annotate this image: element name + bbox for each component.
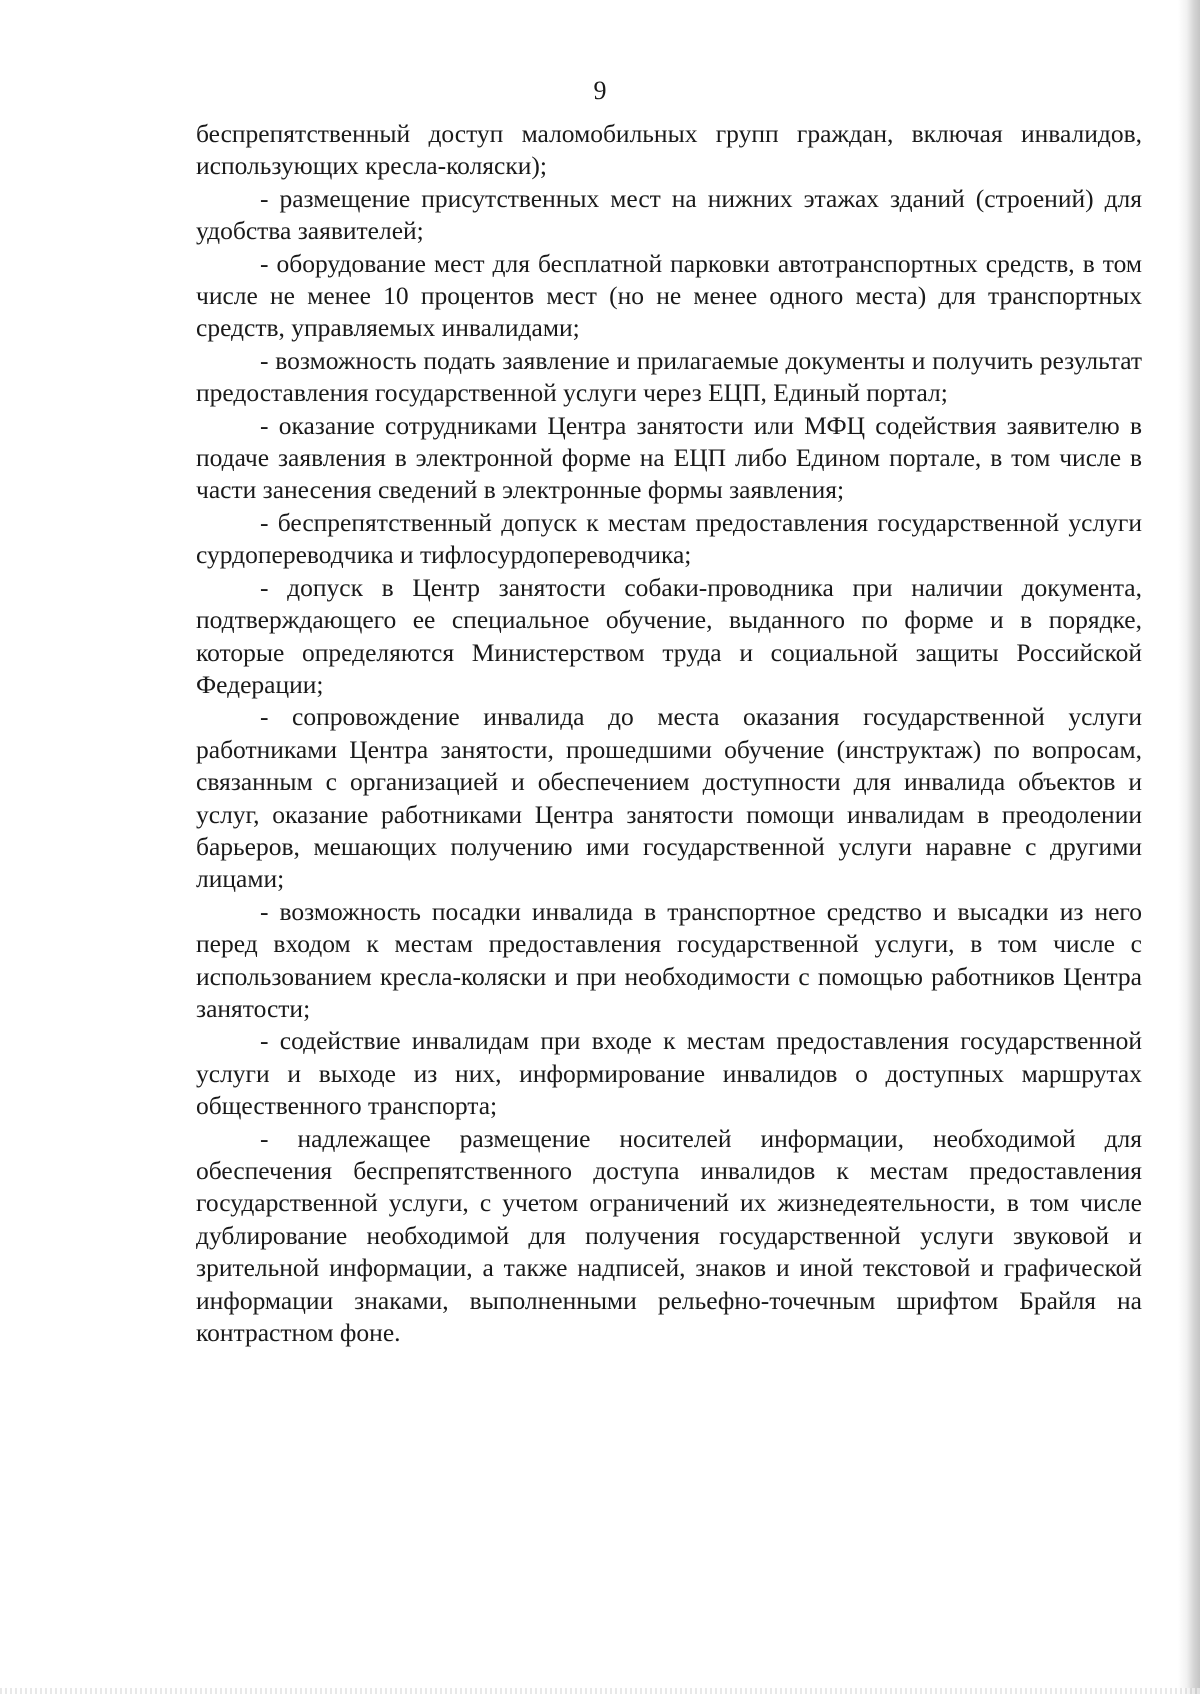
paragraph-item: - сопровождение инвалида до места оказания государственной услуги работниками Центра занятости, прошедшими обучение (инструктаж) по вопросам, связанным с организацией и обеспечением доступности для инвалида объектов и услуг, оказание работниками Центра занятости помощи инвалидам в преодолении барьеров, мешающих получению ими государственной услуги наравне с другими лицами; [196, 702, 1142, 894]
paragraph-continuation: беспрепятственный доступ маломобильных групп граждан, включая инвалидов, использующих кресла-коляски); [196, 119, 1142, 181]
paragraph-item: - размещение присутственных мест на нижних этажах зданий (строений) для удобства заявителей; [196, 183, 1142, 246]
document-body [196, 118, 1142, 1349]
paragraph-item: - оказание сотрудниками Центра занятости или МФЦ содействия заявителю в подаче заявления в электронной форме на ЕЦП либо Едином портале, в том числе в части занесения сведений в электронные формы заявления; [196, 410, 1142, 505]
paragraph-item: - надлежащее размещение носителей информации, необходимой для обеспечения беспрепятственного доступа инвалидов к местам предоставления государственной услуги, с учетом ограничений их жизнедеятельности, в том числе дублирование необходимой для получения государственной услуги звуковой и зрительной информации, а также надписей, знаков и иной текстовой и графической информации знаками, выполненными рельефно-точечным шрифтом Брайля на контрастном фоне. [196, 1123, 1142, 1348]
paragraph-item: - возможность посадки инвалида в транспортное средство и высадки из него перед входом к местам предоставления государственной услуги, в том числе с использованием кресла-коляски и при необходимости с помощью работников Центра занятости; [196, 896, 1142, 1023]
page-number: 9 [593, 76, 607, 105]
paragraph-item: - содействие инвалидам при входе к местам предоставления государственной услуги и выходе из них, информирование инвалидов о доступных маршрутах общественного транспорта; [196, 1026, 1142, 1121]
scan-bottom-noise [0, 1688, 1200, 1694]
paragraph-item: - беспрепятственный допуск к местам предоставления государственной услуги сурдопереводчика и тифлосурдопереводчика; [196, 507, 1142, 570]
scan-edge-shadow [1178, 0, 1200, 1694]
paragraph-item: - оборудование мест для бесплатной парковки автотранспортных средств, в том числе не менее 10 процентов мест (но не менее одного места) для транспортных средств, управляемых инвалидами; [196, 248, 1142, 343]
paragraph-item: - допуск в Центр занятости собаки-проводника при наличии документа, подтверждающего ее специальное обучение, выданного по форме и в порядке, которые определяются Министерством труда и социальной защиты Российской Федерации; [196, 572, 1142, 699]
paragraph-item: - возможность подать заявление и прилагаемые документы и получить результат предоставления государственной услуги через ЕЦП, Единый портал; [196, 345, 1142, 408]
